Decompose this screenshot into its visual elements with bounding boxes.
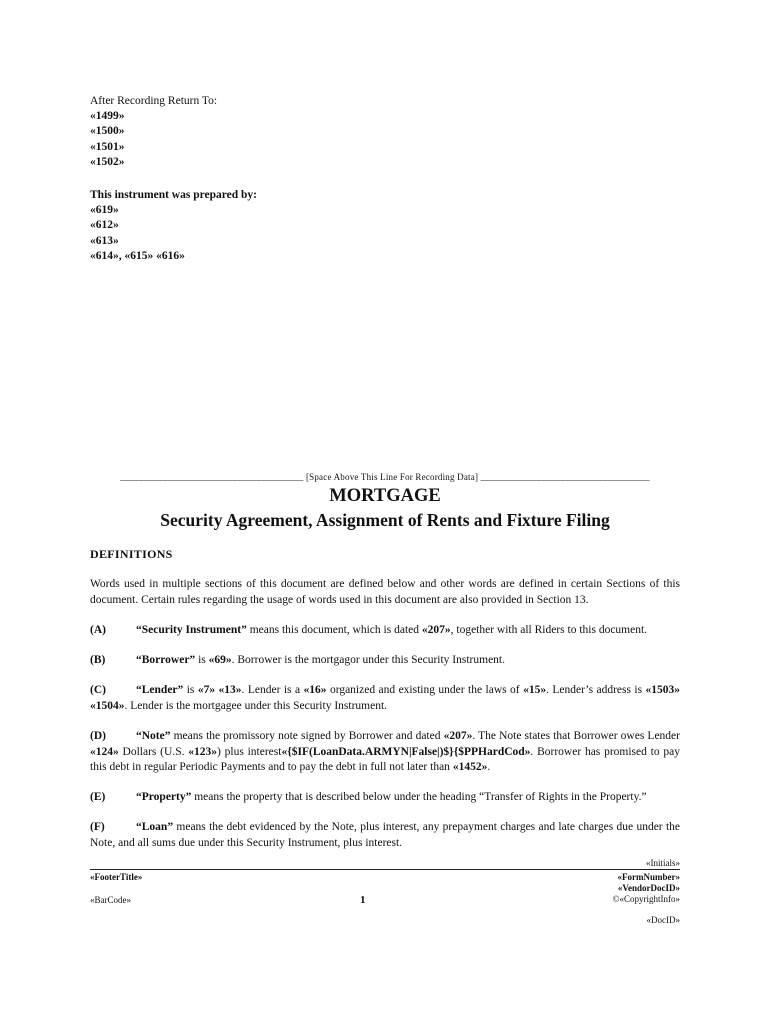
footer-barcode: «BarCode» (90, 895, 131, 905)
definition-letter: (F) (90, 821, 105, 833)
footer-initials: «Initials» (646, 858, 680, 868)
definition-text: . (487, 761, 491, 774)
page-number: 1 (360, 894, 366, 906)
merge-field: «123» (188, 745, 218, 758)
definitions-heading: DEFINITIONS (90, 547, 173, 561)
definition-text: . Borrower has promised to pay this debt in regular Periodic Payments and to pay the debt in full not later than (90, 745, 680, 774)
recording-data-separator: _______________________________________ [Space Above This Line For Recording Data] ____________________________________ (120, 472, 650, 482)
prepared-by-block (90, 188, 257, 264)
merge-field: «13» (218, 684, 242, 696)
footer-doc-id: «DocID» (646, 915, 680, 925)
return-line-3: «1501» (90, 140, 125, 153)
definition-term: “Note” (136, 730, 171, 742)
merge-field: «1503» (645, 684, 681, 696)
prepared-label: This instrument was prepared by: (90, 189, 257, 201)
return-line-1: «1499» (90, 110, 125, 123)
definition-term: “Loan” (136, 821, 174, 833)
definition-text: . Lender is the mortgagee under this Security Instrument. (124, 699, 388, 712)
definition-text: . Lender is a (241, 684, 304, 696)
prepared-line-1: «619» (90, 204, 119, 217)
merge-field: «207» (421, 624, 451, 636)
definition-text: means the debt evidenced by the Note, plus interest, any prepayment charges and late charges due under the Note, and all sums due under this Security Instrument, plus interest. (90, 821, 680, 849)
definition-text: ) plus interest (217, 745, 282, 758)
merge-field: «69» (208, 654, 232, 666)
return-line-4: «1502» (90, 155, 125, 168)
definition-text: is (183, 684, 198, 696)
definition-text: . Borrower is the mortgagor under this Security Instrument. (231, 654, 505, 666)
definition-text: . Lender’s address is (546, 684, 646, 696)
definition-b (90, 653, 680, 669)
prepared-line-4: «614», «615» «616» (90, 249, 185, 262)
document-subtitle: Security Agreement, Assignment of Rents and Fixture Filing (160, 510, 610, 530)
definition-d (90, 729, 680, 776)
merge-field: «15» (523, 684, 547, 696)
prepared-line-2: «612» (90, 219, 119, 232)
footer-title: «FooterTitle» (90, 872, 143, 882)
document-title: MORTGAGE (329, 486, 441, 506)
definition-a (90, 623, 680, 639)
definition-text: . The Note states that Borrower owes Lender (472, 730, 680, 742)
footer-divider (90, 869, 680, 870)
definition-term: “Property” (136, 791, 192, 803)
footer-vendor-doc-id: «VendorDocID» (617, 883, 680, 893)
definition-text: Dollars (U.S. (118, 745, 189, 758)
merge-field: «16» (303, 684, 327, 696)
definition-e (90, 790, 680, 806)
merge-field: «124» (90, 745, 119, 758)
definition-letter: (D) (90, 730, 106, 742)
definition-text: means the property that is described below under the heading “Transfer of Rights in the Property.” (191, 791, 647, 803)
definitions-intro: Words used in multiple sections of this document are defined below and other words are defined in certain Sections of this document. Certain rules regarding the usage of words used in this document are also provided in Section 13. (90, 578, 680, 606)
definition-text: means the promissory note signed by Borrower and dated (170, 730, 444, 742)
definition-f (90, 820, 680, 851)
merge-field: «207» (443, 730, 473, 742)
definition-term: “Lender” (136, 684, 184, 696)
merge-field: «1504» (90, 699, 125, 712)
definition-letter: (E) (90, 791, 106, 803)
definition-text: means this document, which is dated (246, 624, 422, 636)
return-address-block (90, 94, 217, 170)
return-line-2: «1500» (90, 125, 125, 138)
prepared-line-3: «613» (90, 234, 119, 247)
definition-text: organized and existing under the laws of (326, 684, 524, 696)
definition-letter: (C) (90, 684, 106, 696)
definition-text: is (195, 654, 209, 666)
footer-copyright: ©«CopyrightInfo» (612, 894, 680, 904)
definition-letter: (B) (90, 654, 106, 666)
definition-letter: (A) (90, 624, 106, 636)
merge-field: «{$IF(LoanData.ARMYN|False|)$}{$PPHardCod» (281, 745, 531, 758)
definition-term: “Security Instrument” (136, 624, 247, 636)
definition-text: , together with all Riders to this document. (450, 624, 648, 636)
return-label: After Recording Return To: (90, 95, 218, 107)
merge-field: «1452» (452, 761, 488, 774)
footer-form-number: «FormNumber» (617, 872, 680, 882)
merge-field: «7» (197, 684, 216, 696)
definition-c (90, 683, 680, 714)
definition-term: “Borrower” (136, 654, 196, 666)
